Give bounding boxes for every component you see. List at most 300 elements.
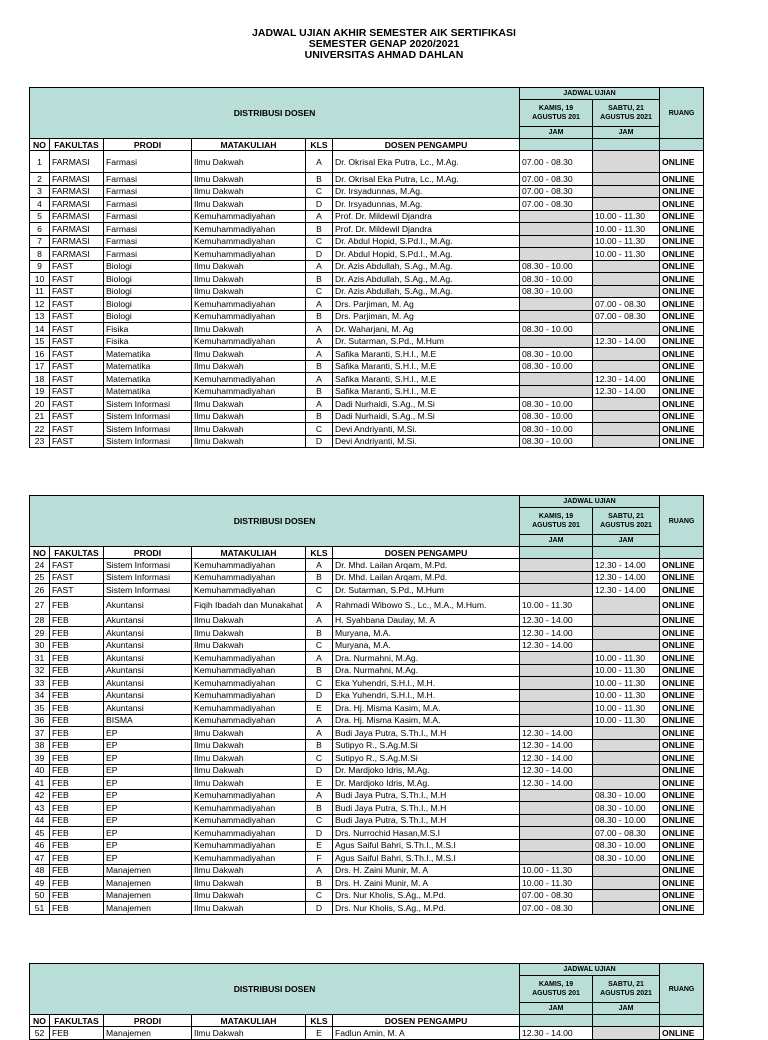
table-row <box>30 559 704 572</box>
row-matakuliah: Kemuhammadiyahan <box>192 689 306 702</box>
distribusi-dosen-header: DISTRIBUSI DOSEN <box>30 496 520 547</box>
row-jam-kamis <box>520 248 593 261</box>
row-dosen: Drs. H. Zaini Munir, M. A <box>333 864 520 877</box>
row-kls: C <box>306 235 333 248</box>
row-no: 7 <box>30 235 50 248</box>
row-kls: B <box>306 173 333 186</box>
row-ruang: ONLINE <box>660 273 704 286</box>
col-header-prodi: PRODI <box>104 547 192 559</box>
row-ruang: ONLINE <box>660 198 704 211</box>
row-dosen: Prof. Dr. Mildewil Djandra <box>333 223 520 236</box>
row-matakuliah: Kemuhammadiyahan <box>192 248 306 261</box>
row-no: 2 <box>30 173 50 186</box>
row-no: 19 <box>30 385 50 398</box>
row-jam-kamis: 07.00 - 08.30 <box>520 173 593 186</box>
row-jam-kamis: 12.30 - 14.00 <box>520 777 593 790</box>
row-matakuliah: Kemuhammadiyahan <box>192 839 306 852</box>
row-prodi: Fisika <box>104 323 192 336</box>
row-jam-sabtu <box>593 151 660 173</box>
row-no: 15 <box>30 335 50 348</box>
row-no: 29 <box>30 627 50 640</box>
row-no: 34 <box>30 689 50 702</box>
row-matakuliah: Kemuhammadiyahan <box>192 852 306 865</box>
row-no: 30 <box>30 639 50 652</box>
row-dosen: Eka Yuhendri, S.H.I., M.H. <box>333 677 520 690</box>
row-dosen: Fadlun Amin, M. A <box>333 1027 520 1040</box>
row-jam-sabtu: 10.00 - 11.30 <box>593 677 660 690</box>
sabtu-date-header: SABTU, 21 AGUSTUS 2021 <box>593 508 660 535</box>
row-matakuliah: Ilmu Dakwah <box>192 1027 306 1040</box>
row-kls: A <box>306 298 333 311</box>
row-matakuliah: Kemuhammadiyahan <box>192 310 306 323</box>
row-jam-sabtu <box>593 260 660 273</box>
row-prodi: Akuntansi <box>104 652 192 665</box>
row-kls: A <box>306 348 333 361</box>
row-fakultas: FAST <box>50 410 104 423</box>
row-jam-kamis: 08.30 - 10.00 <box>520 348 593 361</box>
jam-header-empty-kamis <box>520 139 593 151</box>
row-fakultas: FAST <box>50 298 104 311</box>
distribusi-dosen-header: DISTRIBUSI DOSEN <box>30 964 520 1015</box>
col-header-no: NO <box>30 139 50 151</box>
row-prodi: Sistem Informasi <box>104 410 192 423</box>
row-ruang: ONLINE <box>660 260 704 273</box>
row-matakuliah: Kemuhammadiyahan <box>192 210 306 223</box>
row-fakultas: FEB <box>50 827 104 840</box>
row-ruang: ONLINE <box>660 398 704 411</box>
row-matakuliah: Kemuhammadiyahan <box>192 223 306 236</box>
row-ruang: ONLINE <box>660 335 704 348</box>
row-ruang: ONLINE <box>660 839 704 852</box>
table-row <box>30 752 704 765</box>
row-jam-kamis: 12.30 - 14.00 <box>520 639 593 652</box>
row-no: 8 <box>30 248 50 261</box>
row-fakultas: FEB <box>50 727 104 740</box>
row-fakultas: FEB <box>50 839 104 852</box>
row-no: 26 <box>30 584 50 597</box>
row-jam-kamis: 08.30 - 10.00 <box>520 360 593 373</box>
row-dosen: Dr. Sutarman, S.Pd., M.Hum <box>333 584 520 597</box>
row-jam-sabtu: 08.30 - 10.00 <box>593 802 660 815</box>
row-jam-sabtu <box>593 727 660 740</box>
col-header-prodi: PRODI <box>104 1015 192 1027</box>
row-dosen: Safika Maranti, S.H.I., M.E <box>333 373 520 386</box>
title-line-2: SEMESTER GENAP 2020/2021 <box>308 38 460 50</box>
col-header-dosen-pengampu: DOSEN PENGAMPU <box>333 547 520 559</box>
row-dosen: Drs. Nur Kholis, S.Ag., M.Pd. <box>333 902 520 915</box>
row-kls: C <box>306 185 333 198</box>
row-dosen: Dr. Okrisal Eka Putra, Lc., M.Ag. <box>333 151 520 173</box>
jam-header-empty-kamis <box>520 547 593 559</box>
row-matakuliah: Kemuhammadiyahan <box>192 702 306 715</box>
table-row <box>30 373 704 386</box>
row-jam-kamis <box>520 802 593 815</box>
row-no: 24 <box>30 559 50 572</box>
row-jam-kamis: 07.00 - 08.30 <box>520 151 593 173</box>
col-header-fakultas: FAKULTAS <box>50 139 104 151</box>
row-ruang: ONLINE <box>660 639 704 652</box>
row-jam-kamis <box>520 310 593 323</box>
table-row <box>30 571 704 584</box>
row-fakultas: FARMASI <box>50 248 104 261</box>
row-jam-kamis: 08.30 - 10.00 <box>520 260 593 273</box>
table-row <box>30 310 704 323</box>
row-kls: A <box>306 559 333 572</box>
table-row <box>30 764 704 777</box>
row-ruang: ONLINE <box>660 627 704 640</box>
row-jam-sabtu: 08.30 - 10.00 <box>593 839 660 852</box>
row-ruang: ONLINE <box>660 235 704 248</box>
table-row <box>30 410 704 423</box>
row-dosen: Muryana, M.A. <box>333 639 520 652</box>
row-kls: B <box>306 802 333 815</box>
row-prodi: Matematika <box>104 348 192 361</box>
row-kls: A <box>306 614 333 627</box>
row-ruang: ONLINE <box>660 764 704 777</box>
jam-header-kamis: JAM <box>520 127 593 139</box>
row-fakultas: FEB <box>50 789 104 802</box>
row-fakultas: FEB <box>50 639 104 652</box>
table-row <box>30 273 704 286</box>
row-ruang: ONLINE <box>660 752 704 765</box>
row-matakuliah: Ilmu Dakwah <box>192 752 306 765</box>
row-dosen: Dr. Abdul Hopid, S.Pd.I., M.Ag. <box>333 235 520 248</box>
jadwal-ujian-header: JADWAL UJIAN <box>520 88 660 100</box>
row-no: 36 <box>30 714 50 727</box>
row-kls: D <box>306 902 333 915</box>
row-no: 38 <box>30 739 50 752</box>
row-dosen: Devi Andriyanti, M.Si. <box>333 423 520 436</box>
table-row <box>30 223 704 236</box>
row-jam-kamis: 12.30 - 14.00 <box>520 727 593 740</box>
ruang-header: RUANG <box>660 496 704 547</box>
row-fakultas: FAST <box>50 285 104 298</box>
row-fakultas: FAST <box>50 571 104 584</box>
row-kls: C <box>306 423 333 436</box>
row-no: 50 <box>30 889 50 902</box>
row-jam-sabtu: 10.00 - 11.30 <box>593 652 660 665</box>
row-kls: A <box>306 323 333 336</box>
row-dosen: Eka Yuhendri, S.H.I., M.H. <box>333 689 520 702</box>
row-matakuliah: Ilmu Dakwah <box>192 777 306 790</box>
row-no: 10 <box>30 273 50 286</box>
col-header-fakultas: FAKULTAS <box>50 1015 104 1027</box>
row-jam-sabtu: 08.30 - 10.00 <box>593 852 660 865</box>
row-matakuliah: Kemuhammadiyahan <box>192 814 306 827</box>
row-matakuliah: Ilmu Dakwah <box>192 360 306 373</box>
row-dosen: Dr. Mhd. Lailan Arqam, M.Pd. <box>333 571 520 584</box>
row-matakuliah: Ilmu Dakwah <box>192 260 306 273</box>
row-dosen: Dadi Nurhaidi, S.Ag., M.Si <box>333 410 520 423</box>
row-prodi: Matematika <box>104 360 192 373</box>
row-jam-kamis <box>520 814 593 827</box>
row-no: 39 <box>30 752 50 765</box>
kamis-date-header: KAMIS, 19 AGUSTUS 201 <box>520 100 593 127</box>
row-fakultas: FEB <box>50 802 104 815</box>
table-row <box>30 727 704 740</box>
row-jam-sabtu: 08.30 - 10.00 <box>593 814 660 827</box>
row-kls: D <box>306 827 333 840</box>
row-kls: A <box>306 789 333 802</box>
table-row <box>30 702 704 715</box>
row-ruang: ONLINE <box>660 323 704 336</box>
row-kls: D <box>306 689 333 702</box>
row-dosen: Budi Jaya Putra, S.Th.I., M.H <box>333 802 520 815</box>
row-prodi: Matematika <box>104 373 192 386</box>
col-header-no: NO <box>30 547 50 559</box>
row-jam-kamis <box>520 852 593 865</box>
row-jam-sabtu <box>593 627 660 640</box>
row-fakultas: FEB <box>50 627 104 640</box>
row-kls: B <box>306 877 333 890</box>
row-ruang: ONLINE <box>660 310 704 323</box>
row-jam-kamis <box>520 584 593 597</box>
row-no: 33 <box>30 677 50 690</box>
row-fakultas: FAST <box>50 323 104 336</box>
row-no: 45 <box>30 827 50 840</box>
row-fakultas: FEB <box>50 852 104 865</box>
row-matakuliah: Kemuhammadiyahan <box>192 298 306 311</box>
row-ruang: ONLINE <box>660 827 704 840</box>
row-no: 49 <box>30 877 50 890</box>
table-row <box>30 889 704 902</box>
row-dosen: Budi Jaya Putra, S.Th.I., M.H <box>333 727 520 740</box>
row-matakuliah: Ilmu Dakwah <box>192 198 306 211</box>
row-dosen: Safika Maranti, S.H.I., M.E <box>333 385 520 398</box>
row-jam-sabtu: 07.00 - 08.30 <box>593 827 660 840</box>
row-jam-sabtu: 10.00 - 11.30 <box>593 248 660 261</box>
row-kls: D <box>306 198 333 211</box>
row-jam-kamis <box>520 335 593 348</box>
row-dosen: Dr. Mhd. Lailan Arqam, M.Pd. <box>333 559 520 572</box>
jam-header-empty-sabtu <box>593 139 660 151</box>
row-jam-kamis <box>520 702 593 715</box>
table-row <box>30 839 704 852</box>
row-no: 13 <box>30 310 50 323</box>
row-matakuliah: Ilmu Dakwah <box>192 285 306 298</box>
row-matakuliah: Kemuhammadiyahan <box>192 373 306 386</box>
col-header-matakuliah: MATAKULIAH <box>192 1015 306 1027</box>
row-kls: D <box>306 435 333 448</box>
jam-header-empty-kamis <box>520 1015 593 1027</box>
row-fakultas: FEB <box>50 814 104 827</box>
row-jam-sabtu <box>593 285 660 298</box>
table-row <box>30 902 704 915</box>
row-jam-sabtu <box>593 398 660 411</box>
row-kls: B <box>306 571 333 584</box>
row-fakultas: FAST <box>50 385 104 398</box>
row-jam-sabtu <box>593 185 660 198</box>
row-matakuliah: Kemuhammadiyahan <box>192 571 306 584</box>
row-jam-kamis: 08.30 - 10.00 <box>520 323 593 336</box>
row-no: 41 <box>30 777 50 790</box>
row-jam-kamis <box>520 385 593 398</box>
row-no: 16 <box>30 348 50 361</box>
row-ruang: ONLINE <box>660 802 704 815</box>
row-ruang: ONLINE <box>660 373 704 386</box>
row-no: 21 <box>30 410 50 423</box>
row-kls: B <box>306 385 333 398</box>
row-jam-kamis: 10.00 - 11.30 <box>520 596 593 614</box>
row-jam-sabtu: 12.30 - 14.00 <box>593 584 660 597</box>
row-jam-sabtu <box>593 889 660 902</box>
row-ruang: ONLINE <box>660 571 704 584</box>
row-prodi: EP <box>104 752 192 765</box>
row-ruang: ONLINE <box>660 739 704 752</box>
row-matakuliah: Kemuhammadiyahan <box>192 827 306 840</box>
row-jam-sabtu: 08.30 - 10.00 <box>593 789 660 802</box>
row-fakultas: FEB <box>50 877 104 890</box>
row-kls: C <box>306 285 333 298</box>
row-kls: A <box>306 596 333 614</box>
row-fakultas: FARMASI <box>50 151 104 173</box>
row-ruang: ONLINE <box>660 185 704 198</box>
row-no: 40 <box>30 764 50 777</box>
sabtu-date-header: SABTU, 21 AGUSTUS 2021 <box>593 100 660 127</box>
row-jam-sabtu: 10.00 - 11.30 <box>593 235 660 248</box>
row-dosen: Drs. Parjiman, M. Ag <box>333 310 520 323</box>
row-ruang: ONLINE <box>660 348 704 361</box>
row-no: 52 <box>30 1027 50 1040</box>
row-dosen: Drs. Nurrochid Hasan,M.S.I <box>333 827 520 840</box>
row-prodi: Farmasi <box>104 198 192 211</box>
row-prodi: Farmasi <box>104 210 192 223</box>
row-jam-sabtu <box>593 764 660 777</box>
row-fakultas: FEB <box>50 864 104 877</box>
row-jam-kamis <box>520 839 593 852</box>
row-prodi: Farmasi <box>104 185 192 198</box>
row-prodi: Biologi <box>104 260 192 273</box>
row-matakuliah: Ilmu Dakwah <box>192 348 306 361</box>
row-jam-sabtu: 07.00 - 08.30 <box>593 310 660 323</box>
row-jam-kamis: 08.30 - 10.00 <box>520 285 593 298</box>
row-matakuliah: Kemuhammadiyahan <box>192 652 306 665</box>
row-jam-sabtu <box>593 752 660 765</box>
row-fakultas: FAST <box>50 435 104 448</box>
row-jam-kamis: 12.30 - 14.00 <box>520 1027 593 1040</box>
row-ruang: ONLINE <box>660 777 704 790</box>
row-matakuliah: Kemuhammadiyahan <box>192 385 306 398</box>
row-jam-kamis <box>520 223 593 236</box>
table-row <box>30 789 704 802</box>
row-no: 28 <box>30 614 50 627</box>
row-fakultas: FAST <box>50 373 104 386</box>
table-row <box>30 348 704 361</box>
row-prodi: EP <box>104 739 192 752</box>
row-dosen: Safika Maranti, S.H.I., M.E <box>333 360 520 373</box>
row-ruang: ONLINE <box>660 285 704 298</box>
table-row <box>30 335 704 348</box>
table-row <box>30 689 704 702</box>
row-kls: B <box>306 273 333 286</box>
row-ruang: ONLINE <box>660 852 704 865</box>
row-jam-sabtu: 12.30 - 14.00 <box>593 571 660 584</box>
row-kls: B <box>306 627 333 640</box>
row-fakultas: FEB <box>50 614 104 627</box>
table-row <box>30 323 704 336</box>
row-dosen: Dr. Sutarman, S.Pd., M.Hum <box>333 335 520 348</box>
row-jam-kamis: 12.30 - 14.00 <box>520 764 593 777</box>
col-header-kls: KLS <box>306 139 333 151</box>
row-prodi: BISMA <box>104 714 192 727</box>
row-no: 14 <box>30 323 50 336</box>
row-no: 1 <box>30 151 50 173</box>
row-kls: E <box>306 777 333 790</box>
row-kls: E <box>306 1027 333 1040</box>
row-jam-kamis <box>520 559 593 572</box>
table-row <box>30 151 704 173</box>
row-jam-sabtu <box>593 198 660 211</box>
table-row <box>30 627 704 640</box>
table-row <box>30 739 704 752</box>
row-kls: C <box>306 814 333 827</box>
row-kls: B <box>306 739 333 752</box>
row-matakuliah: Ilmu Dakwah <box>192 185 306 198</box>
row-fakultas: FEB <box>50 752 104 765</box>
col-header-prodi: PRODI <box>104 139 192 151</box>
row-prodi: EP <box>104 839 192 852</box>
row-matakuliah: Ilmu Dakwah <box>192 627 306 640</box>
row-jam-kamis <box>520 827 593 840</box>
row-no: 20 <box>30 398 50 411</box>
distribusi-dosen-header: DISTRIBUSI DOSEN <box>30 88 520 139</box>
row-jam-kamis: 12.30 - 14.00 <box>520 627 593 640</box>
jam-header-empty-sabtu <box>593 1015 660 1027</box>
row-jam-kamis <box>520 298 593 311</box>
row-matakuliah: Ilmu Dakwah <box>192 273 306 286</box>
row-matakuliah: Ilmu Dakwah <box>192 889 306 902</box>
jam-header-kamis: JAM <box>520 535 593 547</box>
row-prodi: Fisika <box>104 335 192 348</box>
row-dosen: Rahmadi Wibowo S., Lc., M.A., M.Hum. <box>333 596 520 614</box>
row-no: 35 <box>30 702 50 715</box>
row-jam-sabtu: 12.30 - 14.00 <box>593 373 660 386</box>
row-prodi: EP <box>104 814 192 827</box>
row-no: 37 <box>30 727 50 740</box>
row-no: 32 <box>30 664 50 677</box>
row-kls: C <box>306 639 333 652</box>
row-jam-sabtu <box>593 423 660 436</box>
row-prodi: Sistem Informasi <box>104 435 192 448</box>
row-prodi: Akuntansi <box>104 639 192 652</box>
table-row <box>30 714 704 727</box>
row-fakultas: FEB <box>50 664 104 677</box>
row-jam-sabtu <box>593 323 660 336</box>
row-ruang: ONLINE <box>660 559 704 572</box>
row-kls: B <box>306 360 333 373</box>
row-no: 25 <box>30 571 50 584</box>
row-dosen: Dr. Azis Abdullah, S.Ag., M.Ag. <box>333 285 520 298</box>
row-matakuliah: Ilmu Dakwah <box>192 323 306 336</box>
row-fakultas: FAST <box>50 423 104 436</box>
row-jam-kamis: 08.30 - 10.00 <box>520 410 593 423</box>
row-dosen: Sutipyo R., S.Ag.M.Si <box>333 752 520 765</box>
row-jam-kamis <box>520 373 593 386</box>
ruang-header-empty <box>660 139 704 151</box>
table-row <box>30 614 704 627</box>
row-matakuliah: Ilmu Dakwah <box>192 864 306 877</box>
row-kls: B <box>306 223 333 236</box>
row-prodi: EP <box>104 764 192 777</box>
row-ruang: ONLINE <box>660 360 704 373</box>
row-matakuliah: Ilmu Dakwah <box>192 727 306 740</box>
row-prodi: Farmasi <box>104 151 192 173</box>
row-jam-sabtu <box>593 864 660 877</box>
table-row <box>30 814 704 827</box>
row-ruang: ONLINE <box>660 423 704 436</box>
row-prodi: Farmasi <box>104 248 192 261</box>
row-fakultas: FEB <box>50 889 104 902</box>
